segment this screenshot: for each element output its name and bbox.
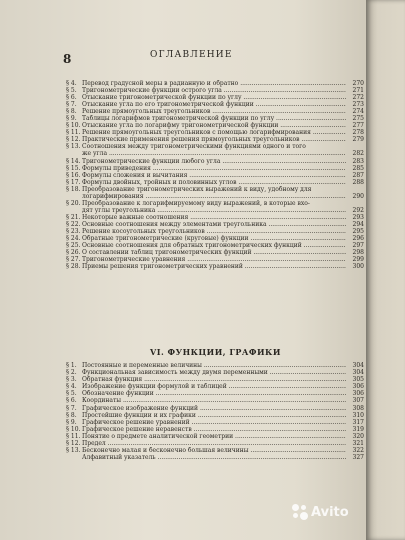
- toc-entry-page: 297: [352, 242, 364, 250]
- toc-entry-title: О составлении таблиц тригонометрических функций .....: [82, 249, 346, 256]
- toc-entry: [66, 150, 364, 157]
- toc-entry: [66, 207, 364, 214]
- toc-entry-number: § 12.: [66, 440, 81, 448]
- toc-entry-page: 288: [352, 178, 364, 186]
- toc-entry-number: § 6.: [66, 397, 77, 405]
- toc-entry: [66, 136, 364, 143]
- toc-entry-page: 322: [352, 447, 364, 455]
- toc-entry-number: § 5.: [66, 390, 77, 398]
- toc-entry: [66, 143, 364, 150]
- toc-entry-page: 321: [352, 440, 364, 448]
- toc-entry: [66, 200, 364, 207]
- toc-entry-title: Формулы двойных, тройных и половинных углов .....: [82, 179, 346, 186]
- toc-entry: [66, 447, 364, 454]
- toc-entry-number: § 6.: [66, 94, 77, 102]
- toc-list-trigonometry: [66, 80, 364, 270]
- toc-entry-number: § 11.: [66, 432, 81, 440]
- toc-entry-title: Тригонометрические уравнения .....: [82, 256, 346, 263]
- toc-entry-page: 279: [352, 136, 364, 144]
- toc-entry-title: Тригонометрические функции острого угла .....: [82, 87, 346, 94]
- toc-entry-page: 271: [352, 87, 364, 95]
- section-title: VI. ФУНКЦИИ, ГРАФИКИ: [150, 347, 281, 357]
- toc-entry-title: Понятие о предмете аналитической геометрии .....: [82, 433, 346, 440]
- toc-entry-title: Преобразование тригонометрических выражений к виду, удобному для: [82, 185, 312, 193]
- toc-entry-page: 327: [352, 454, 364, 462]
- toc-entry-title: Графическое решение уравнений .....: [82, 419, 346, 426]
- toc-entry: [66, 129, 364, 136]
- toc-entry-page: 306: [352, 390, 364, 398]
- toc-entry-page: 274: [352, 108, 364, 116]
- toc-entry-page: 275: [352, 115, 364, 123]
- toc-entry-number: § 4.: [66, 80, 77, 87]
- toc-entry: [66, 108, 364, 115]
- toc-entry-page: 287: [352, 171, 364, 179]
- toc-entry-page: [346, 186, 364, 193]
- toc-entry-title: Алфавитный указатель .....: [82, 454, 346, 461]
- toc-entry-title: Таблицы логарифмов тригонометрической функции по углу .....: [82, 115, 346, 122]
- toc-entry: [66, 221, 364, 228]
- toc-entry: [66, 158, 364, 165]
- watermark-text: Avito: [311, 504, 349, 520]
- toc-entry-page: 317: [352, 418, 364, 426]
- toc-entry-number: § 18.: [66, 185, 81, 193]
- toc-entry-title: Перевод градусной меры в радианную и обратно .....: [82, 80, 346, 87]
- toc-entry-number: § 26.: [66, 249, 81, 257]
- toc-entry: [66, 193, 364, 200]
- toc-entry-page: 290: [352, 192, 364, 200]
- toc-entry-number: § 25.: [66, 242, 81, 250]
- toc-entry-number: § 13.: [66, 143, 81, 151]
- toc-entry: [66, 362, 364, 369]
- toc-entry-page: 319: [352, 425, 364, 433]
- toc-entry-page: 305: [352, 376, 364, 384]
- toc-entry-number: § 9.: [66, 418, 77, 426]
- toc-list-functions: [66, 362, 364, 461]
- toc-entry-title: Графическое изображение функций .....: [82, 405, 346, 412]
- toc-entry-page: 282: [352, 150, 364, 158]
- toc-entry-number: § 20.: [66, 199, 81, 207]
- toc-entry-page: 300: [352, 263, 364, 271]
- toc-entry-number: § 12.: [66, 136, 81, 144]
- toc-entry-page: 272: [352, 94, 364, 102]
- toc-entry: [66, 94, 364, 101]
- toc-entry-page: 283: [352, 157, 364, 165]
- toc-entry-number: § 5.: [66, 87, 77, 95]
- toc-entry-number: [66, 193, 82, 200]
- toc-entry-title: Простейшие функции и их графики .....: [82, 412, 346, 419]
- toc-entry-title: Изображение функции формулой и таблицей .....: [82, 383, 346, 390]
- toc-entry-number: § 4.: [66, 383, 77, 391]
- toc-entry-title: Тригонометрические функции любого угла .....: [82, 158, 346, 165]
- toc-entry-page: 270: [352, 80, 364, 87]
- toc-entry: [66, 263, 364, 270]
- toc-entry-number: § 28.: [66, 263, 81, 271]
- toc-entry: [66, 242, 364, 249]
- toc-entry-number: § 7.: [66, 101, 77, 109]
- toc-entry-number: § 17.: [66, 178, 81, 186]
- toc-entry: [66, 440, 364, 447]
- toc-entry-page: 304: [352, 369, 364, 377]
- toc-entry-title: Координаты .....: [82, 397, 346, 404]
- avito-watermark: [292, 504, 349, 520]
- toc-entry-number: § 21.: [66, 213, 81, 221]
- toc-entry: [66, 214, 364, 221]
- toc-entry-number: § 13.: [66, 447, 81, 455]
- avito-logo-icon: [292, 504, 308, 520]
- toc-entry-title: Отыскание угла по логарифму тригонометрической функции .....: [82, 122, 346, 129]
- toc-entry-title: Решение прямоугольных треугольников с помощью логарифмирования .....: [82, 129, 346, 136]
- toc-heading: ОГЛАВЛЕНИЕ: [150, 50, 233, 60]
- toc-entry-number: § 3.: [66, 376, 77, 384]
- toc-entry-page: [346, 200, 364, 207]
- toc-entry: [66, 228, 364, 235]
- toc-entry-title: Соотношения между тригонометрическими функциями одного и того: [82, 143, 306, 151]
- toc-entry: [66, 115, 364, 122]
- toc-entry: [66, 405, 364, 412]
- toc-entry: [66, 397, 364, 404]
- toc-entry: [66, 87, 364, 94]
- toc-entry-title: Решение косоугольных треугольников .....: [82, 228, 346, 235]
- toc-entry-number: § 27.: [66, 256, 81, 264]
- toc-entry: [66, 419, 364, 426]
- toc-entry-number: § 1.: [66, 362, 77, 369]
- toc-entry-number: [66, 454, 82, 461]
- toc-entry-page: 277: [352, 122, 364, 130]
- toc-entry-title: Предел .....: [82, 440, 346, 447]
- toc-entry-title: Графическое решение неравенств .....: [82, 426, 346, 433]
- toc-entry-page: 304: [352, 362, 364, 369]
- toc-entry-title: Отыскание тригонометрической функции по углу .....: [82, 94, 346, 101]
- toc-entry: [66, 249, 364, 256]
- toc-entry-number: § 23.: [66, 227, 81, 235]
- toc-entry-page: 292: [352, 206, 364, 214]
- toc-entry-page: 320: [352, 432, 364, 440]
- toc-entry-number: § 7.: [66, 404, 77, 412]
- toc-entry-page: 278: [352, 129, 364, 137]
- toc-entry-title: Практические применения решения прямоугольных треугольников .....: [82, 136, 346, 143]
- toc-entry-page: 296: [352, 235, 364, 243]
- toc-entry-title: Обозначение функции .....: [82, 390, 346, 397]
- toc-entry-page: 295: [352, 227, 364, 235]
- toc-entry-page: 306: [352, 383, 364, 391]
- toc-entry-title: Некоторые важные соотношения .....: [82, 214, 346, 221]
- toc-entry-number: § 10.: [66, 122, 81, 130]
- toc-entry-title: Обратная функция .....: [82, 376, 346, 383]
- toc-entry-page: 285: [352, 164, 364, 172]
- toc-entry: [66, 369, 364, 376]
- toc-entry: [66, 235, 364, 242]
- toc-entry-number: § 24.: [66, 235, 81, 243]
- toc-entry-title: Основные соотношения между элементами треугольника .....: [82, 221, 346, 228]
- toc-entry-page: 307: [352, 397, 364, 405]
- toc-entry: [66, 433, 364, 440]
- toc-entry-number: § 9.: [66, 115, 77, 123]
- toc-entry: [66, 172, 364, 179]
- toc-entry-number: § 11.: [66, 129, 81, 137]
- toc-entry-page: 310: [352, 411, 364, 419]
- toc-entry-title: же угла .....: [82, 150, 346, 157]
- toc-entry-title: Преобразование к логарифмируемому виду выражений, в которые вхо-: [82, 199, 310, 207]
- toc-entry-title: Постоянные и переменные величины .....: [82, 362, 346, 369]
- toc-entry-title: Обратные тригонометрические (круговые) функции .....: [82, 235, 346, 242]
- toc-entry: [66, 426, 364, 433]
- toc-entry-number: § 15.: [66, 164, 81, 172]
- toc-entry: [66, 383, 364, 390]
- toc-entry-page: 299: [352, 256, 364, 264]
- toc-entry-title: Бесконечно малая и бесконечно большая величины .....: [82, 447, 346, 454]
- toc-entry-title: Основные соотношения для обратных тригонометрических функций .....: [82, 242, 346, 249]
- toc-entry: [66, 412, 364, 419]
- toc-entry: [66, 256, 364, 263]
- toc-entry-page: 273: [352, 101, 364, 109]
- toc-entry-page: 308: [352, 404, 364, 412]
- toc-entry: [66, 101, 364, 108]
- toc-entry-number: § 2.: [66, 369, 77, 377]
- page-number: 8: [63, 52, 72, 66]
- toc-entry: [66, 186, 364, 193]
- toc-entry: [66, 454, 364, 461]
- toc-entry: [66, 179, 364, 186]
- toc-entry-title: логарифмирования .....: [82, 193, 346, 200]
- toc-entry: [66, 165, 364, 172]
- toc-entry-number: § 16.: [66, 171, 81, 179]
- toc-entry: [66, 80, 364, 87]
- toc-entry-number: § 8.: [66, 108, 77, 116]
- toc-entry: [66, 390, 364, 397]
- right-page: [366, 0, 405, 540]
- toc-entry-page: 298: [352, 249, 364, 257]
- toc-entry: [66, 122, 364, 129]
- toc-entry-number: § 22.: [66, 220, 81, 228]
- toc-entry-title: Формулы приведения .....: [82, 165, 346, 172]
- toc-entry-title: Функциональная зависимость между двумя переменными .....: [82, 369, 346, 376]
- toc-entry-page: 294: [352, 220, 364, 228]
- toc-entry-number: [66, 150, 82, 157]
- toc-entry-page: [346, 143, 364, 150]
- toc-entry: [66, 376, 364, 383]
- toc-entry-title: Приемы решения тригонометрических уравнений .....: [82, 263, 346, 270]
- toc-entry-title: дят углы треугольника .....: [82, 207, 346, 214]
- toc-entry-title: Решение прямоугольных треугольников .....: [82, 108, 346, 115]
- toc-entry-title: Отыскание угла по его тригонометрической функции .....: [82, 101, 346, 108]
- toc-entry-title: Формулы сложения и вычитания .....: [82, 172, 346, 179]
- toc-entry-number: § 8.: [66, 411, 77, 419]
- toc-entry-number: § 14.: [66, 157, 81, 165]
- toc-entry-number: § 10.: [66, 425, 81, 433]
- toc-entry-number: [66, 207, 82, 214]
- toc-entry-page: 293: [352, 213, 364, 221]
